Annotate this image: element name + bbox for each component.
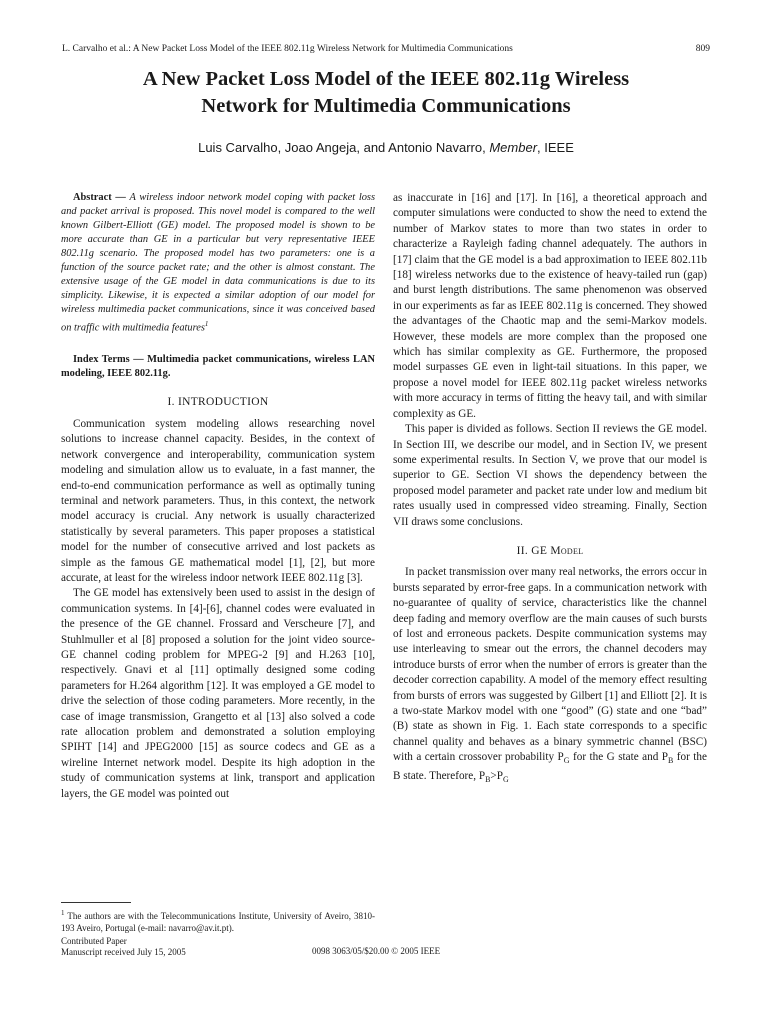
- paper-title: [62, 66, 710, 120]
- ge-text-gt: >P: [490, 769, 503, 782]
- section-2-heading-word: Model: [550, 544, 584, 557]
- ge-model-paragraph-1: [393, 565, 707, 787]
- ge-text-a: In packet transmission over many real networks, the errors occur in bursts separated by error-free gaps. In a communication network with no-guarantee of quality of service, characteristics like the channel deep fading and memory overflow are the main causes of such bursts of lost and erroneous packets. Despite communication systems may use interleaving to smear out the errors, the channel decoders may introduce bursts of error when the number of errors is greater than the decoder correction capability. A model of the memory effect resulting from bursts of errors was suggested by Gilbert [1] and Elliott [2]. It is a two-state Markov model with one “good” (G) state and one “bad” (B) state as shown in Fig. 1. Each state corresponds to a specific channel quality and behaves as a binary symmetric channel (BSC) with a certain crossover probability P: [393, 566, 707, 764]
- page-number: 809: [695, 44, 710, 54]
- intro-paragraph-1: Communication system modeling allows researching novel solutions to increase channel capacity. Besides, in the context of network convergence and interoperability, communication system modeling and simulation allow us to evaluate, in a fast manner, the end-to-end communication performance as well as optimally tuning terminal and network parameters. Thus, in this context, the network model accuracy is crucial. Any network is usually characterized statistically by several parameters. This paper proposes a statistical model for the number of consecutive arrived and lost packets as simple as the famous GE mathematical model [1], [2], but more accurate, at least for the wireless indoor network IEEE 802.11g [3].: [61, 417, 375, 584]
- section-2-heading-num: II. GE: [516, 544, 551, 557]
- author-org: , IEEE: [537, 140, 574, 155]
- footnote-rule: [61, 902, 131, 903]
- copyright-line: 0098 3063/05/$20.00 © 2005 IEEE: [312, 946, 441, 956]
- intro-paragraph-2: The GE model has extensively been used to assist in the design of communication systems. In [4]-[6], channel codes were evaluated in the presence of the GE channel. Frossard and Verscheure [7], and Stuhlmuller et al [8] proposed a solution for the joint video source-GE channel coding problem for MPEG-2 [9] and H.263 [10], respectively. Gnavi et al [11] optimally designed some coding parameters for H.264 algorithm [12]. It was employed a GE model to drive the selection of those coding parameters. More recently, in the case of image transmission, Grangetto et al [13] also solved a code rate allocation problem and demonstrated a solution employing SPIHT [14] and JPEG2000 [15] as source codecs and GE as a wireline Internet network model. Despite its high adoption in the study of communication systems at link, transport and application layers, the GE model was pointed out: [61, 587, 375, 800]
- title-line-1: A New Packet Loss Model of the IEEE 802.11g Wireless: [142, 68, 630, 90]
- title-line-2: Network for Multimedia Communications: [201, 95, 571, 117]
- ge-text-c: for the B state. Therefore, P: [393, 751, 707, 782]
- section-1-heading: I. INTRODUCTION: [167, 396, 269, 409]
- footnote-text: The authors are with the Telecommunications Institute, University of Aveiro, 3810-193 Aveiro, Portugal (e-mail: navarro@av.it.pt).: [61, 911, 375, 933]
- abstract: [61, 191, 375, 335]
- contrib-line-2: Manuscript received July 15, 2005: [61, 947, 186, 957]
- left-column: [61, 191, 375, 802]
- author-list: [62, 140, 710, 155]
- section-2-heading: [393, 544, 707, 559]
- abstract-footnote-mark: 1: [204, 320, 209, 328]
- author-names: Luis Carvalho, Joao Angeja, and Antonio Navarro,: [198, 140, 490, 155]
- running-title: L. Carvalho et al.: A New Packet Loss Model of the IEEE 802.11g Wireless Network for Multimedia Communications: [62, 44, 513, 54]
- ge-sub-b: B: [668, 756, 674, 766]
- ge-sub-g2: G: [502, 775, 509, 785]
- intro-paragraph-4: This paper is divided as follows. Section II reviews the GE model. In Section III, we describe our model, and in Section IV, we present some experimental results. In Section V, we prove that our model is superior to GE. Section VI shows the dependency between the proposed model parameter and packet rate under low and medium bit rates usually used in compressed video streaming. Finally, Section VII draws some conclusions.: [393, 423, 707, 528]
- ge-sub-b2: B: [485, 775, 491, 785]
- contributed-paper-note: [61, 936, 186, 958]
- right-column: [393, 191, 707, 788]
- footnote: [61, 907, 375, 934]
- author-role: Member: [489, 140, 538, 155]
- abstract-label: Abstract: [73, 192, 112, 203]
- abstract-text: A wireless indoor network model coping with packet loss and packet arrival is proposed. This novel model is compared to the well known Gilbert-Elliott (GE) model. The proposed model is shown to be more accurate than GE in a particular but very representative IEEE 802.11g scenario. The proposed model has two parameters: one is a function of the source packet rate; and the other is almost constant. The extensive usage of the GE model in data communications is due to its simplicity. Likewise, it is expected a similar adoption of our model for wireless multimedia packet communications, since it was conceived based on traffic with multimedia features: [61, 192, 376, 334]
- running-header: [62, 44, 710, 54]
- ge-text-b: for the G state and P: [569, 751, 668, 764]
- contrib-line-1: Contributed Paper: [61, 936, 127, 946]
- index-terms: Index Terms — Multimedia packet communications, wireless LAN modeling, IEEE 802.11g.: [61, 354, 375, 380]
- footnote-mark: 1: [61, 909, 65, 917]
- intro-paragraph-3: as inaccurate in [16] and [17]. In [16], a theoretical approach and computer simulations were conducted to show the need to extend the number of Markov states to more than two states in order to characterize a Rayleigh fading channel adequately. The authors in [17] claim that the GE model is a bad approximation to IEEE 802.11b [18] wireless networks due to the existence of heavy-tailed run (gap) and burst length distributions. The same phenomenon was observed in our experiments as far as IEEE 802.11g is concerned. They showed the advantages of the Chaotic map and the semi-Markov models. However, these models are more complex than the proposed one which has similar complexity as GE. Furthermore, the proposed model surpasses GE even in light-tail situations. In this paper, we propose a novel model for IEEE 802.11g packet wireless networks with more accuracy in terms of fitting the heavy tail, and with similar complexity as GE.: [393, 192, 707, 420]
- abstract-dash: —: [111, 192, 130, 203]
- ge-sub-g: G: [563, 756, 570, 766]
